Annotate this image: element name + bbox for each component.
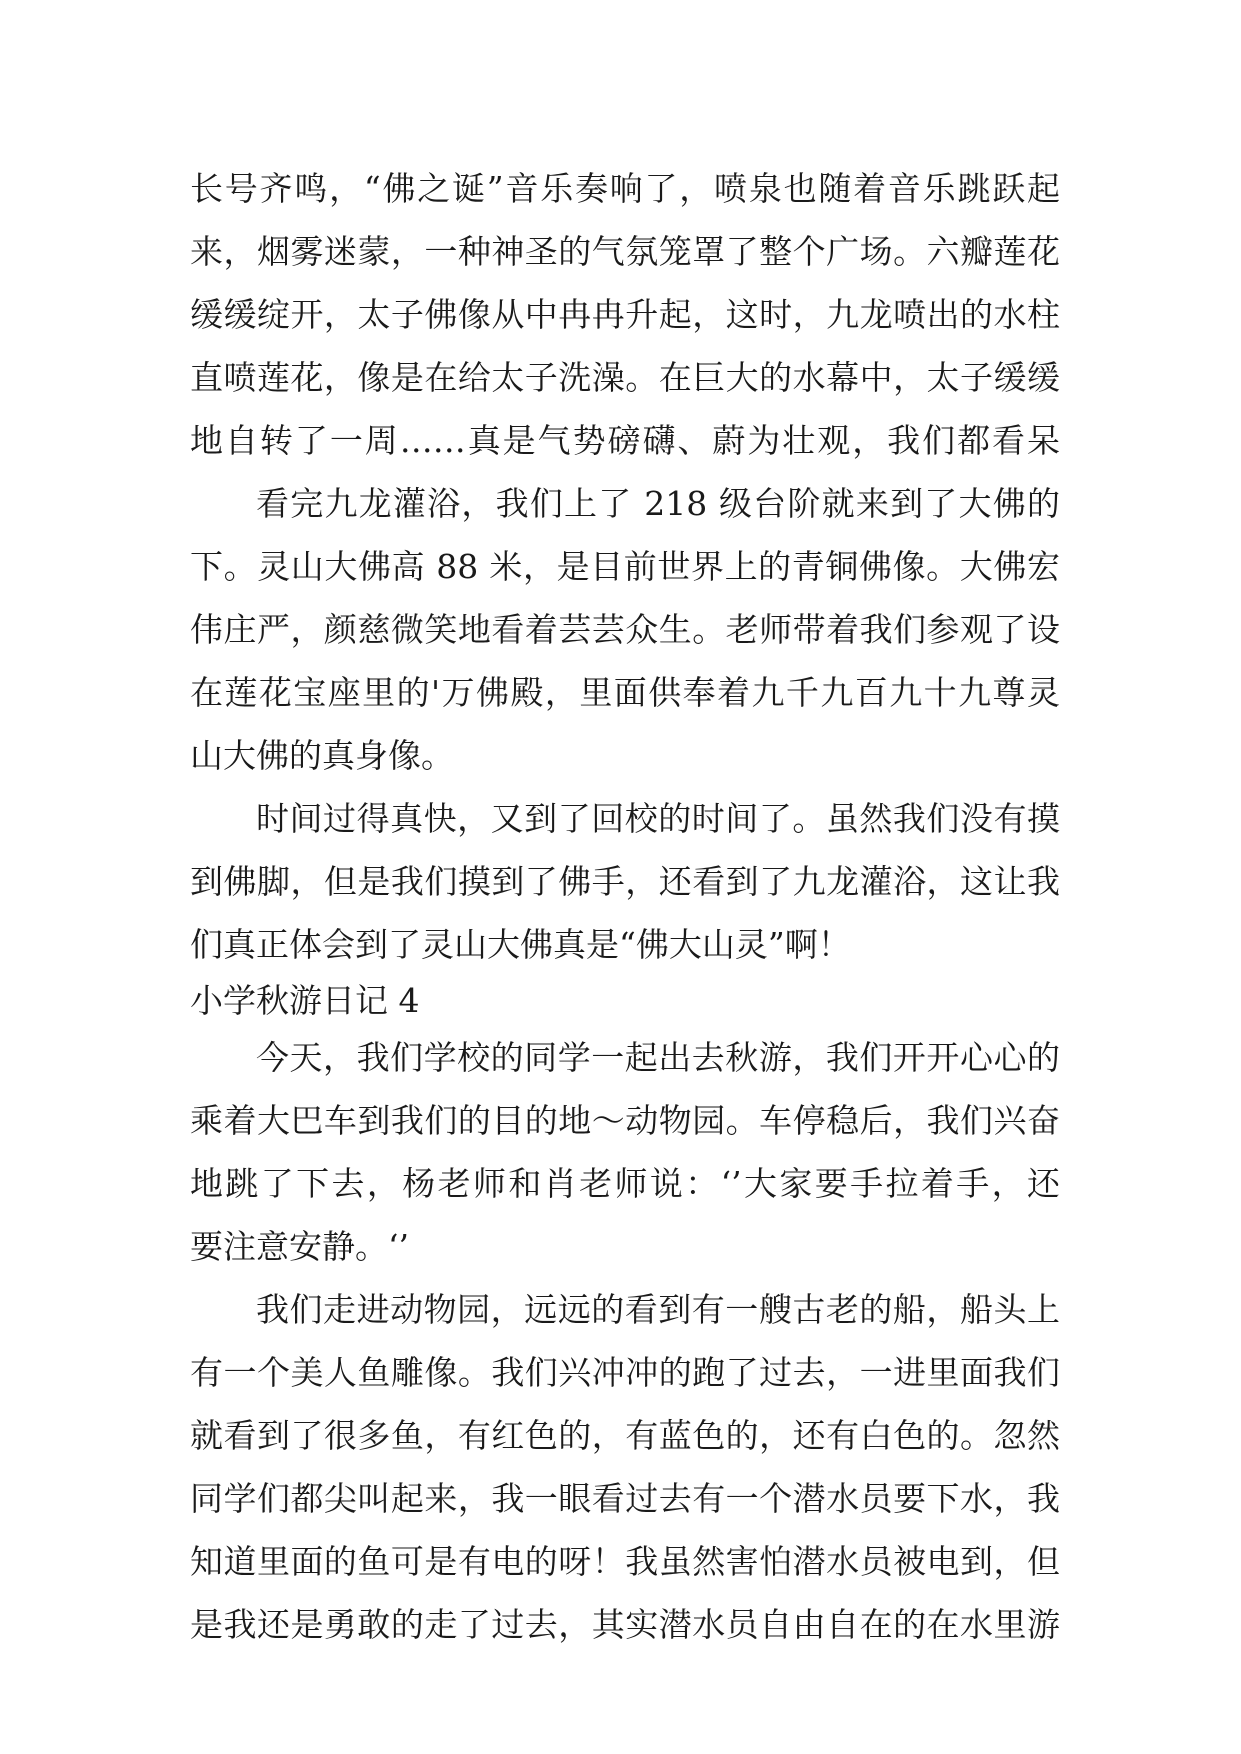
paragraph-5-line-2: 有一个美人鱼雕像。我们兴冲冲的跑了过去，一进里面我们 xyxy=(190,1353,1060,1392)
paragraph-5-line-5: 知道里面的鱼可是有电的呀！我虽然害怕潜水员被电到，但 xyxy=(190,1542,1060,1581)
paragraph-3-line-2: 到佛脚，但是我们摸到了佛手，还看到了九龙灌浴，这让我 xyxy=(190,862,1060,901)
paragraph-5-line-4: 同学们都尖叫起来，我一眼看过去有一个潜水员要下水，我 xyxy=(190,1479,1060,1518)
paragraph-1-line-3: 缓缓绽开，太子佛像从中冉冉升起，这时，九龙喷出的水柱 xyxy=(190,295,1060,334)
paragraph-5-line-6: 是我还是勇敢的走了过去，其实潜水员自由自在的在水里游 xyxy=(190,1605,1060,1644)
paragraph-2-line-5: 山大佛的真身像。 xyxy=(190,736,454,775)
paragraph-2-line-1: 看完九龙灌浴，我们上了 218 级台阶就来到了大佛的 xyxy=(256,484,1060,523)
paragraph-1-line-5: 地自转了一周……真是气势磅礴、蔚为壮观，我们都看呆 xyxy=(190,421,1060,460)
paragraph-5-line-1: 我们走进动物园，远远的看到有一艘古老的船，船头上 xyxy=(256,1290,1060,1329)
section-heading: 小学秋游日记 4 xyxy=(190,981,420,1020)
paragraph-2-line-4: 在莲花宝座里的'万佛殿，里面供奉着九千九百九十九尊灵 xyxy=(190,673,1060,712)
paragraph-3-line-3: 们真正体会到了灵山大佛真是“佛大山灵”啊！ xyxy=(190,925,851,964)
paragraph-2-line-3: 伟庄严，颜慈微笑地看着芸芸众生。老师带着我们参观了设 xyxy=(190,610,1060,649)
document-body xyxy=(190,157,1060,1656)
paragraph-4-line-1: 今天，我们学校的同学一起出去秋游，我们开开心心的 xyxy=(256,1038,1060,1077)
paragraph-4-line-2: 乘着大巴车到我们的目的地～动物园。车停稳后，我们兴奋 xyxy=(190,1101,1060,1140)
paragraph-1-line-4: 直喷莲花，像是在给太子洗澡。在巨大的水幕中，太子缓缓 xyxy=(190,358,1060,397)
paragraph-4-line-3: 地跳了下去，杨老师和肖老师说：‘’大家要手拉着手，还 xyxy=(190,1164,1060,1203)
paragraph-2-line-2: 下。灵山大佛高 88 米，是目前世界上的青铜佛像。大佛宏 xyxy=(190,547,1060,586)
paragraph-4-line-4: 要注意安静。‘’ xyxy=(190,1227,409,1266)
paragraph-1-line-2: 来，烟雾迷蒙，一种神圣的气氛笼罩了整个广场。六瓣莲花 xyxy=(190,232,1060,271)
paragraph-5-line-3: 就看到了很多鱼，有红色的，有蓝色的，还有白色的。忽然 xyxy=(190,1416,1060,1455)
paragraph-1-line-1: 长号齐鸣，“佛之诞”音乐奏响了，喷泉也随着音乐跳跃起 xyxy=(190,169,1060,208)
paragraph-3-line-1: 时间过得真快，又到了回校的时间了。虽然我们没有摸 xyxy=(256,799,1060,838)
